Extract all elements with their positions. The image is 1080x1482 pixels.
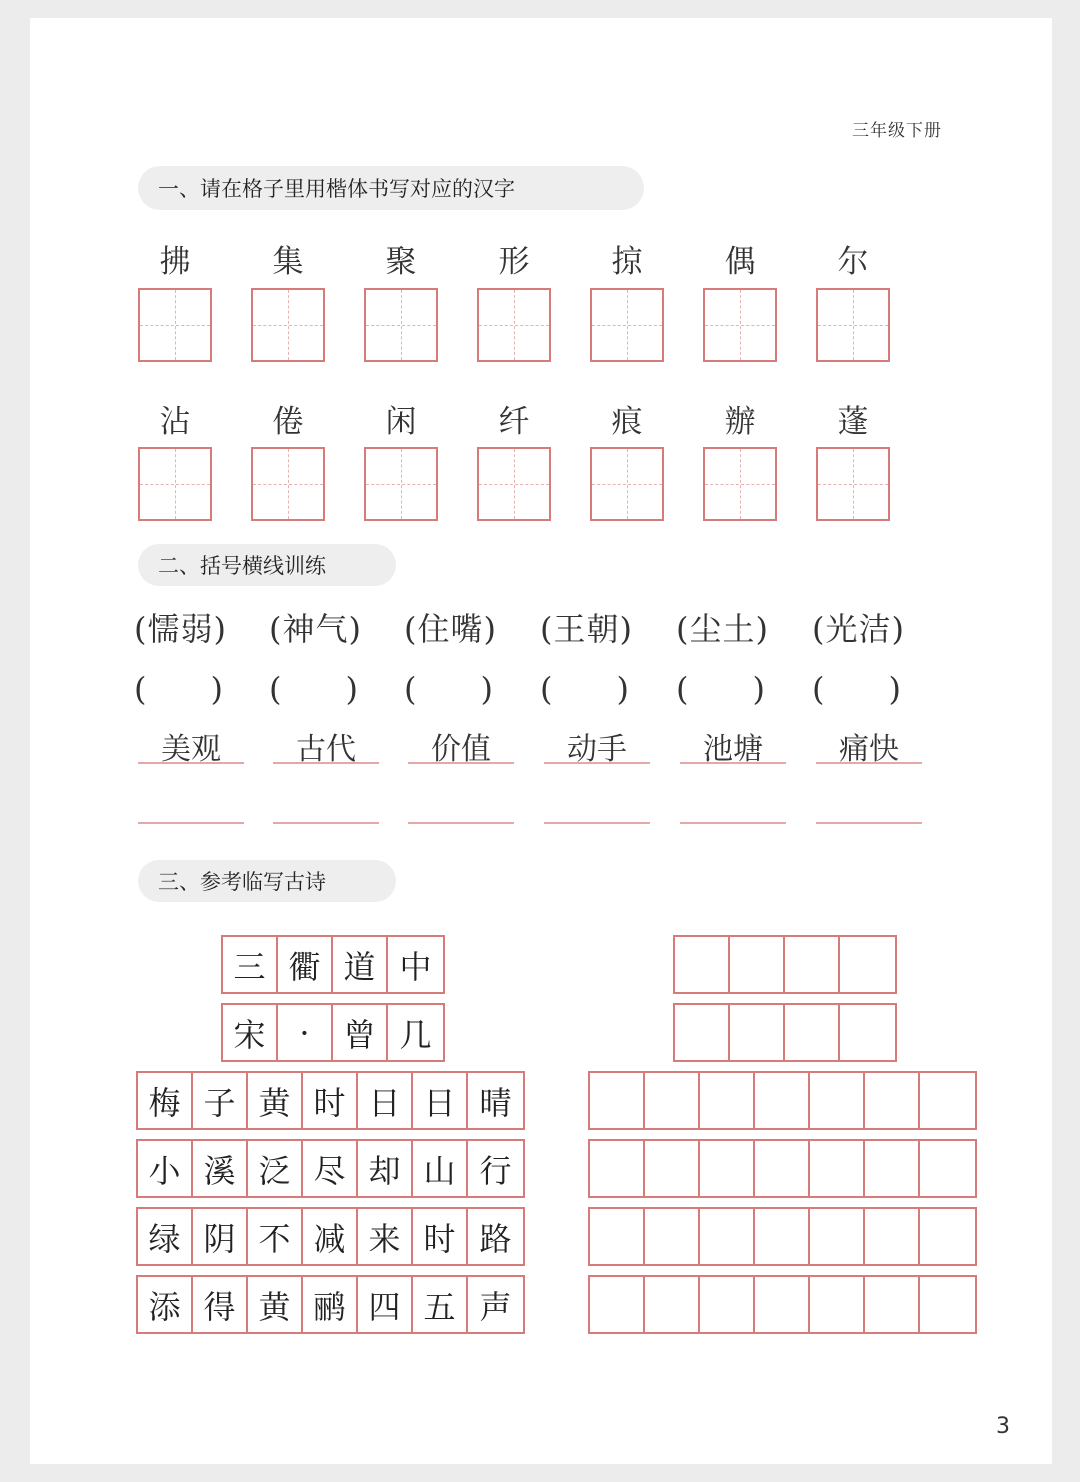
- section1-title: 一、请在格子里用楷体书写对应的汉字: [138, 166, 644, 210]
- blank-copy-cell[interactable]: [920, 1277, 975, 1332]
- poem-character: 来: [358, 1209, 413, 1264]
- poem-character: 中: [399, 947, 432, 986]
- blank-copy-cell[interactable]: [700, 1141, 755, 1196]
- blank-copy-cell[interactable]: [730, 1005, 785, 1060]
- poem-character: 泛: [248, 1141, 303, 1196]
- blank-copy-cell[interactable]: [645, 1277, 700, 1332]
- tian-guide-vertical: [853, 290, 854, 360]
- blank-copy-cell[interactable]: [700, 1209, 755, 1264]
- tian-guide-vertical: [627, 449, 628, 519]
- underline: [138, 762, 244, 764]
- copy-author-row: [673, 1003, 897, 1062]
- section2-title: 二、括号横线训练: [138, 544, 396, 586]
- tianzige-writing-box[interactable]: [138, 288, 212, 362]
- poem-character: 梅: [138, 1073, 193, 1128]
- blank-copy-cell[interactable]: [785, 937, 840, 992]
- tianzige-writing-box[interactable]: [138, 447, 212, 521]
- blank-copy-cell[interactable]: [920, 1209, 975, 1264]
- blank-copy-cell[interactable]: [785, 1005, 840, 1060]
- blank-copy-cell[interactable]: [645, 1141, 700, 1196]
- tianzige-writing-box[interactable]: [703, 288, 777, 362]
- tianzige-writing-box[interactable]: [816, 447, 890, 521]
- blank-parentheses[interactable]: ( ): [676, 670, 765, 708]
- model-character: 纤: [498, 404, 530, 440]
- model-character: 形: [498, 244, 530, 280]
- poem-character: 三: [223, 937, 278, 992]
- poem-character: 衢: [278, 937, 333, 992]
- copy-line-row: [588, 1275, 977, 1334]
- poem-character: ·: [278, 1005, 333, 1060]
- page-number: 3: [996, 1414, 1010, 1439]
- blank-copy-cell[interactable]: [810, 1073, 865, 1128]
- blank-parentheses[interactable]: ( ): [134, 670, 223, 708]
- blank-parentheses[interactable]: ( ): [540, 670, 629, 708]
- blank-parentheses[interactable]: ( ): [269, 670, 358, 708]
- poem-character: 阴: [193, 1209, 248, 1264]
- blank-copy-cell[interactable]: [920, 1073, 975, 1128]
- answer-word: 古代: [296, 732, 356, 767]
- underline: [544, 762, 650, 764]
- poem-title-row: [221, 935, 445, 994]
- blank-copy-cell[interactable]: [700, 1277, 755, 1332]
- tianzige-writing-box[interactable]: [251, 447, 325, 521]
- blank-copy-cell[interactable]: [675, 1005, 730, 1060]
- copy-title-row: [673, 935, 897, 994]
- paren-word: (懦弱): [134, 610, 227, 648]
- poem-character: 几: [399, 1015, 432, 1054]
- model-character: 尔: [837, 244, 869, 280]
- poem-character: 行: [479, 1151, 512, 1190]
- underline: [680, 762, 786, 764]
- tian-guide-vertical: [401, 449, 402, 519]
- blank-copy-cell[interactable]: [810, 1141, 865, 1196]
- blank-writing-line[interactable]: [680, 822, 786, 824]
- tian-guide-vertical: [288, 290, 289, 360]
- model-character: 偶: [724, 244, 756, 280]
- blank-copy-cell[interactable]: [865, 1073, 920, 1128]
- tianzige-writing-box[interactable]: [364, 447, 438, 521]
- model-character: 集: [272, 244, 304, 280]
- poem-line-row: [136, 1275, 525, 1334]
- poem-character: 宋: [223, 1005, 278, 1060]
- poem-character: 声: [479, 1287, 512, 1326]
- model-character: 辦: [724, 404, 756, 440]
- poem-character: 却: [358, 1141, 413, 1196]
- poem-character: 子: [193, 1073, 248, 1128]
- blank-writing-line[interactable]: [544, 822, 650, 824]
- grade-label: 三年级下册: [852, 121, 942, 141]
- model-character: 倦: [272, 404, 304, 440]
- blank-copy-cell[interactable]: [865, 1277, 920, 1332]
- model-character: 痕: [611, 404, 643, 440]
- tian-guide-vertical: [401, 290, 402, 360]
- tian-guide-vertical: [740, 449, 741, 519]
- answer-word: 价值: [431, 732, 491, 767]
- poem-line-row: [136, 1071, 525, 1130]
- poem-character: 道: [333, 937, 388, 992]
- poem-character: 四: [358, 1277, 413, 1332]
- blank-copy-cell[interactable]: [590, 1073, 645, 1128]
- poem-character: 添: [138, 1277, 193, 1332]
- model-character: 沾: [159, 404, 191, 440]
- poem-character: 日: [413, 1073, 468, 1128]
- answer-word: 池塘: [703, 732, 763, 767]
- blank-writing-line[interactable]: [408, 822, 514, 824]
- poem-line-row: [136, 1207, 525, 1266]
- blank-parentheses[interactable]: ( ): [812, 670, 901, 708]
- blank-copy-cell[interactable]: [755, 1209, 810, 1264]
- blank-copy-cell[interactable]: [645, 1073, 700, 1128]
- tianzige-writing-box[interactable]: [364, 288, 438, 362]
- poem-character: 时: [303, 1073, 358, 1128]
- poem-character: 晴: [479, 1083, 512, 1122]
- tianzige-writing-box[interactable]: [251, 288, 325, 362]
- blank-copy-cell[interactable]: [755, 1277, 810, 1332]
- tian-guide-vertical: [740, 290, 741, 360]
- section3-title: 三、参考临写古诗: [138, 860, 396, 902]
- underline: [816, 762, 922, 764]
- blank-copy-cell[interactable]: [755, 1073, 810, 1128]
- blank-copy-cell[interactable]: [590, 1209, 645, 1264]
- blank-copy-cell[interactable]: [755, 1141, 810, 1196]
- blank-copy-cell[interactable]: [810, 1277, 865, 1332]
- tianzige-writing-box[interactable]: [590, 288, 664, 362]
- poem-character: 五: [413, 1277, 468, 1332]
- blank-copy-cell[interactable]: [865, 1209, 920, 1264]
- tianzige-writing-box[interactable]: [816, 288, 890, 362]
- blank-copy-cell[interactable]: [590, 1141, 645, 1196]
- copy-line-row: [588, 1207, 977, 1266]
- tianzige-writing-box[interactable]: [703, 447, 777, 521]
- tian-guide-vertical: [853, 449, 854, 519]
- blank-writing-line[interactable]: [273, 822, 379, 824]
- poem-character: 绿: [138, 1209, 193, 1264]
- model-character: 聚: [385, 244, 417, 280]
- poem-character: 路: [479, 1219, 512, 1258]
- paren-word: (王朝): [540, 610, 633, 648]
- blank-writing-line[interactable]: [138, 822, 244, 824]
- tian-guide-vertical: [175, 290, 176, 360]
- poem-character: 黄: [248, 1277, 303, 1332]
- poem-character: 溪: [193, 1141, 248, 1196]
- blank-copy-cell[interactable]: [590, 1277, 645, 1332]
- blank-copy-cell[interactable]: [865, 1141, 920, 1196]
- poem-character: 鹂: [303, 1277, 358, 1332]
- blank-copy-cell[interactable]: [920, 1141, 975, 1196]
- tian-guide-vertical: [514, 290, 515, 360]
- tian-guide-vertical: [627, 290, 628, 360]
- blank-copy-cell[interactable]: [730, 937, 785, 992]
- paren-word: (尘土): [676, 610, 769, 648]
- blank-parentheses[interactable]: ( ): [404, 670, 493, 708]
- blank-copy-cell[interactable]: [840, 937, 895, 992]
- poem-character: 减: [303, 1209, 358, 1264]
- copy-line-row: [588, 1071, 977, 1130]
- poem-character: 黄: [248, 1073, 303, 1128]
- tian-guide-vertical: [175, 449, 176, 519]
- blank-copy-cell[interactable]: [675, 937, 730, 992]
- poem-character: 得: [193, 1277, 248, 1332]
- tianzige-writing-box[interactable]: [590, 447, 664, 521]
- poem-character: 曾: [333, 1005, 388, 1060]
- poem-character: 不: [248, 1209, 303, 1264]
- poem-line-row: [136, 1139, 525, 1198]
- model-character: 掠: [611, 244, 643, 280]
- blank-copy-cell[interactable]: [700, 1073, 755, 1128]
- underline: [273, 762, 379, 764]
- paren-word: (光洁): [812, 610, 905, 648]
- copy-line-row: [588, 1139, 977, 1198]
- model-character: 闲: [385, 404, 417, 440]
- poem-character: 小: [138, 1141, 193, 1196]
- blank-writing-line[interactable]: [816, 822, 922, 824]
- poem-character: 山: [413, 1141, 468, 1196]
- tian-guide-vertical: [288, 449, 289, 519]
- poem-character: 尽: [303, 1141, 358, 1196]
- answer-word: 美观: [161, 732, 221, 767]
- model-character: 拂: [159, 244, 191, 280]
- answer-word: 动手: [567, 732, 627, 767]
- paren-word: (神气): [269, 610, 362, 648]
- blank-copy-cell[interactable]: [645, 1209, 700, 1264]
- tianzige-writing-box[interactable]: [477, 288, 551, 362]
- tian-guide-vertical: [514, 449, 515, 519]
- answer-word: 痛快: [839, 732, 899, 767]
- poem-character: 日: [358, 1073, 413, 1128]
- blank-copy-cell[interactable]: [810, 1209, 865, 1264]
- model-character: 蓬: [837, 404, 869, 440]
- blank-copy-cell[interactable]: [840, 1005, 895, 1060]
- poem-author-row: [221, 1003, 445, 1062]
- underline: [408, 762, 514, 764]
- paren-word: (住嘴): [404, 610, 497, 648]
- worksheet-page: [30, 18, 1052, 1464]
- tianzige-writing-box[interactable]: [477, 447, 551, 521]
- poem-character: 时: [413, 1209, 468, 1264]
